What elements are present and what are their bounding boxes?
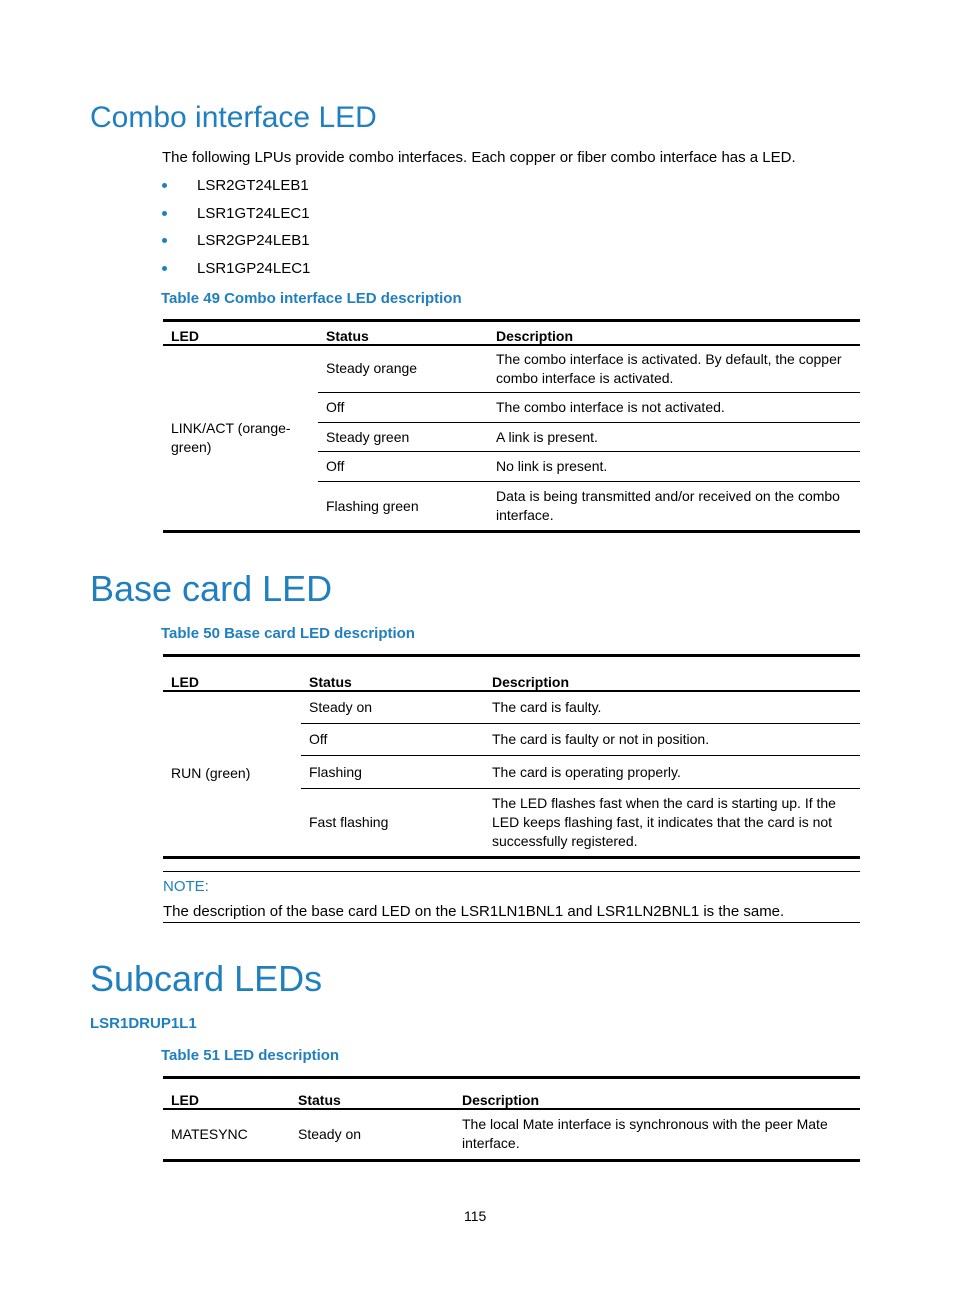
table-header-row bbox=[163, 1078, 860, 1109]
table-row bbox=[163, 1109, 860, 1161]
description-cell: The card is faulty or not in position. bbox=[484, 724, 860, 756]
lpu-list bbox=[162, 176, 310, 286]
status-cell: Steady on bbox=[290, 1109, 454, 1161]
base-led-table bbox=[163, 654, 860, 859]
col-led: LED bbox=[163, 656, 301, 691]
status-cell: Steady on bbox=[301, 691, 484, 724]
status-cell: Off bbox=[318, 452, 488, 482]
status-cell: Off bbox=[301, 724, 484, 756]
list-item-label: LSR2GT24LEB1 bbox=[197, 177, 309, 194]
description-cell: A link is present. bbox=[488, 423, 860, 452]
description-cell: The local Mate interface is synchronous with the peer Mate interface. bbox=[454, 1109, 860, 1161]
note-text: The description of the base card LED on the LSR1LN1BNL1 and LSR1LN2BNL1 is the same. bbox=[163, 903, 785, 920]
combo-heading: Combo interface LED bbox=[90, 101, 377, 134]
table49-caption: Table 49 Combo interface LED description bbox=[161, 290, 462, 307]
description-cell: The combo interface is activated. By default, the copper combo interface is activated. bbox=[488, 345, 860, 393]
status-cell: Off bbox=[318, 393, 488, 423]
col-status: Status bbox=[301, 656, 484, 691]
description-cell: The combo interface is not activated. bbox=[488, 393, 860, 423]
note-label: NOTE: bbox=[163, 878, 209, 895]
col-status: Status bbox=[318, 321, 488, 345]
list-item bbox=[162, 231, 310, 259]
list-item bbox=[162, 259, 310, 287]
description-cell: No link is present. bbox=[488, 452, 860, 482]
base-heading: Base card LED bbox=[90, 568, 333, 609]
subcard-led-table bbox=[163, 1076, 860, 1162]
combo-intro: The following LPUs provide combo interfaces. Each copper or fiber combo interface has a LED. bbox=[162, 149, 796, 166]
list-item-label: LSR1GP24LEC1 bbox=[197, 259, 311, 277]
status-cell: Steady orange bbox=[318, 345, 488, 393]
led-name-cell: RUN (green) bbox=[163, 691, 301, 858]
table-row bbox=[163, 345, 860, 393]
table51-caption: Table 51 LED description bbox=[161, 1047, 340, 1064]
status-cell: Flashing green bbox=[318, 482, 488, 532]
list-item-label: LSR2GP24LEB1 bbox=[197, 232, 310, 249]
description-cell: Data is being transmitted and/or received on the combo interface. bbox=[488, 482, 860, 532]
status-cell: Fast flashing bbox=[301, 789, 484, 858]
combo-led-table bbox=[163, 319, 860, 533]
bullet-icon bbox=[162, 211, 167, 216]
col-led: LED bbox=[163, 321, 318, 345]
col-status: Status bbox=[290, 1078, 454, 1109]
description-cell: The LED flashes fast when the card is starting up. If the LED keeps flashing fast, it indicates that the card is not successfully registered. bbox=[484, 789, 860, 858]
subcard-heading: Subcard LEDs bbox=[90, 958, 323, 999]
led-name-cell: LINK/ACT (orange-green) bbox=[163, 345, 318, 532]
status-cell: Flashing bbox=[301, 756, 484, 789]
col-description: Description bbox=[488, 321, 860, 345]
list-item-label: LSR1GT24LEC1 bbox=[197, 204, 310, 222]
bullet-icon bbox=[162, 238, 167, 243]
bullet-icon bbox=[162, 266, 167, 271]
col-description: Description bbox=[484, 656, 860, 691]
col-description: Description bbox=[454, 1078, 860, 1109]
led-name-cell: MATESYNC bbox=[163, 1109, 290, 1161]
status-cell: Steady green bbox=[318, 423, 488, 452]
table-header-row bbox=[163, 321, 860, 345]
bullet-icon bbox=[162, 183, 167, 188]
table-header-row bbox=[163, 656, 860, 691]
note-box bbox=[163, 871, 860, 923]
table-row bbox=[163, 691, 860, 724]
description-cell: The card is faulty. bbox=[484, 691, 860, 724]
list-item bbox=[162, 204, 310, 232]
description-cell: The card is operating properly. bbox=[484, 756, 860, 789]
table50-caption: Table 50 Base card LED description bbox=[161, 625, 415, 642]
subcard-subheading: LSR1DRUP1L1 bbox=[90, 1015, 197, 1032]
col-led: LED bbox=[163, 1078, 290, 1109]
page-number: 115 bbox=[464, 1208, 487, 1224]
list-item bbox=[162, 176, 310, 204]
